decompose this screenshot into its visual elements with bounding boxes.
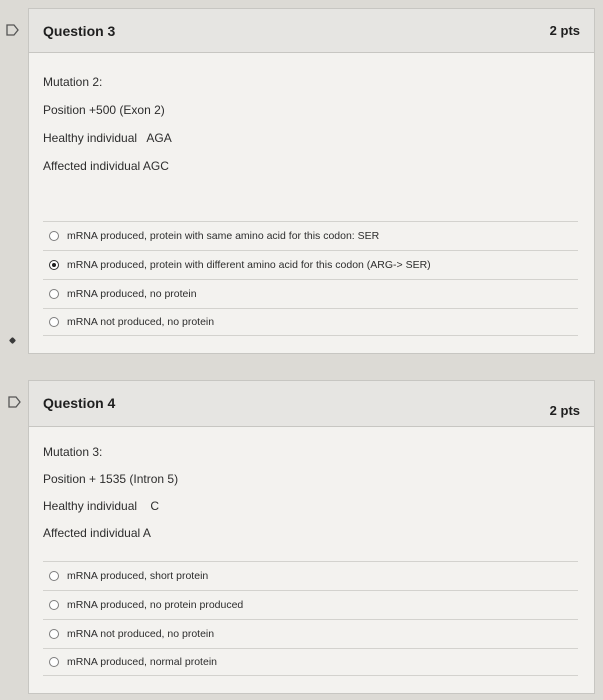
answer-list [43,221,578,337]
answer-label: mRNA not produced, no protein [67,627,215,640]
answer-option[interactable] [43,279,578,307]
question-header [29,9,594,53]
answer-label: mRNA produced, normal protein [67,656,217,668]
radio-button[interactable] [49,600,59,610]
question-card-3 [28,8,595,354]
question-points: 2 pts [549,23,580,38]
radio-button[interactable] [49,571,59,581]
affected-text: Affected individual A [43,526,151,540]
flag-question-icon[interactable] [6,24,20,36]
answer-label: mRNA produced, no protein [67,287,197,300]
answer-label: mRNA produced, no protein produced [67,598,244,611]
radio-button[interactable] [49,629,59,639]
mutation-label: Mutation 2: [43,75,103,89]
affected-text: Affected individual AGC [43,159,169,173]
answer-option[interactable] [43,648,578,676]
radio-button[interactable] [49,657,59,667]
answer-option[interactable] [43,250,578,278]
answer-option[interactable] [43,308,578,336]
answer-label: mRNA produced, short protein [67,569,209,582]
radio-button[interactable] [49,317,59,327]
flag-question-icon[interactable] [8,396,22,408]
bullet-mark [9,337,16,344]
question-title: Question 4 [43,395,116,411]
answer-list [43,561,578,681]
radio-button[interactable] [49,231,59,241]
question-header [29,381,594,427]
answer-label: mRNA produced, protein with different amino acid for this codon (ARG-> SER) [67,258,431,271]
mutation-label: Mutation 3: [43,445,103,459]
radio-button-selected[interactable] [49,260,59,270]
answer-label: mRNA produced, protein with same amino acid for this codon: SER [67,229,380,242]
radio-button[interactable] [49,289,59,299]
question-card-4 [28,380,595,694]
question-title: Question 3 [43,23,116,39]
answer-option[interactable] [43,561,578,589]
healthy-text: Healthy individual AGA [43,131,172,145]
position-text: Position + 1535 (Intron 5) [43,472,179,486]
answer-option[interactable] [43,221,578,249]
question-points: 2 pts [549,403,580,418]
position-text: Position +500 (Exon 2) [43,103,165,117]
answer-option[interactable] [43,619,578,647]
answer-label: mRNA not produced, no protein [67,316,215,328]
answer-option[interactable] [43,590,578,618]
healthy-text: Healthy individual C [43,499,160,513]
